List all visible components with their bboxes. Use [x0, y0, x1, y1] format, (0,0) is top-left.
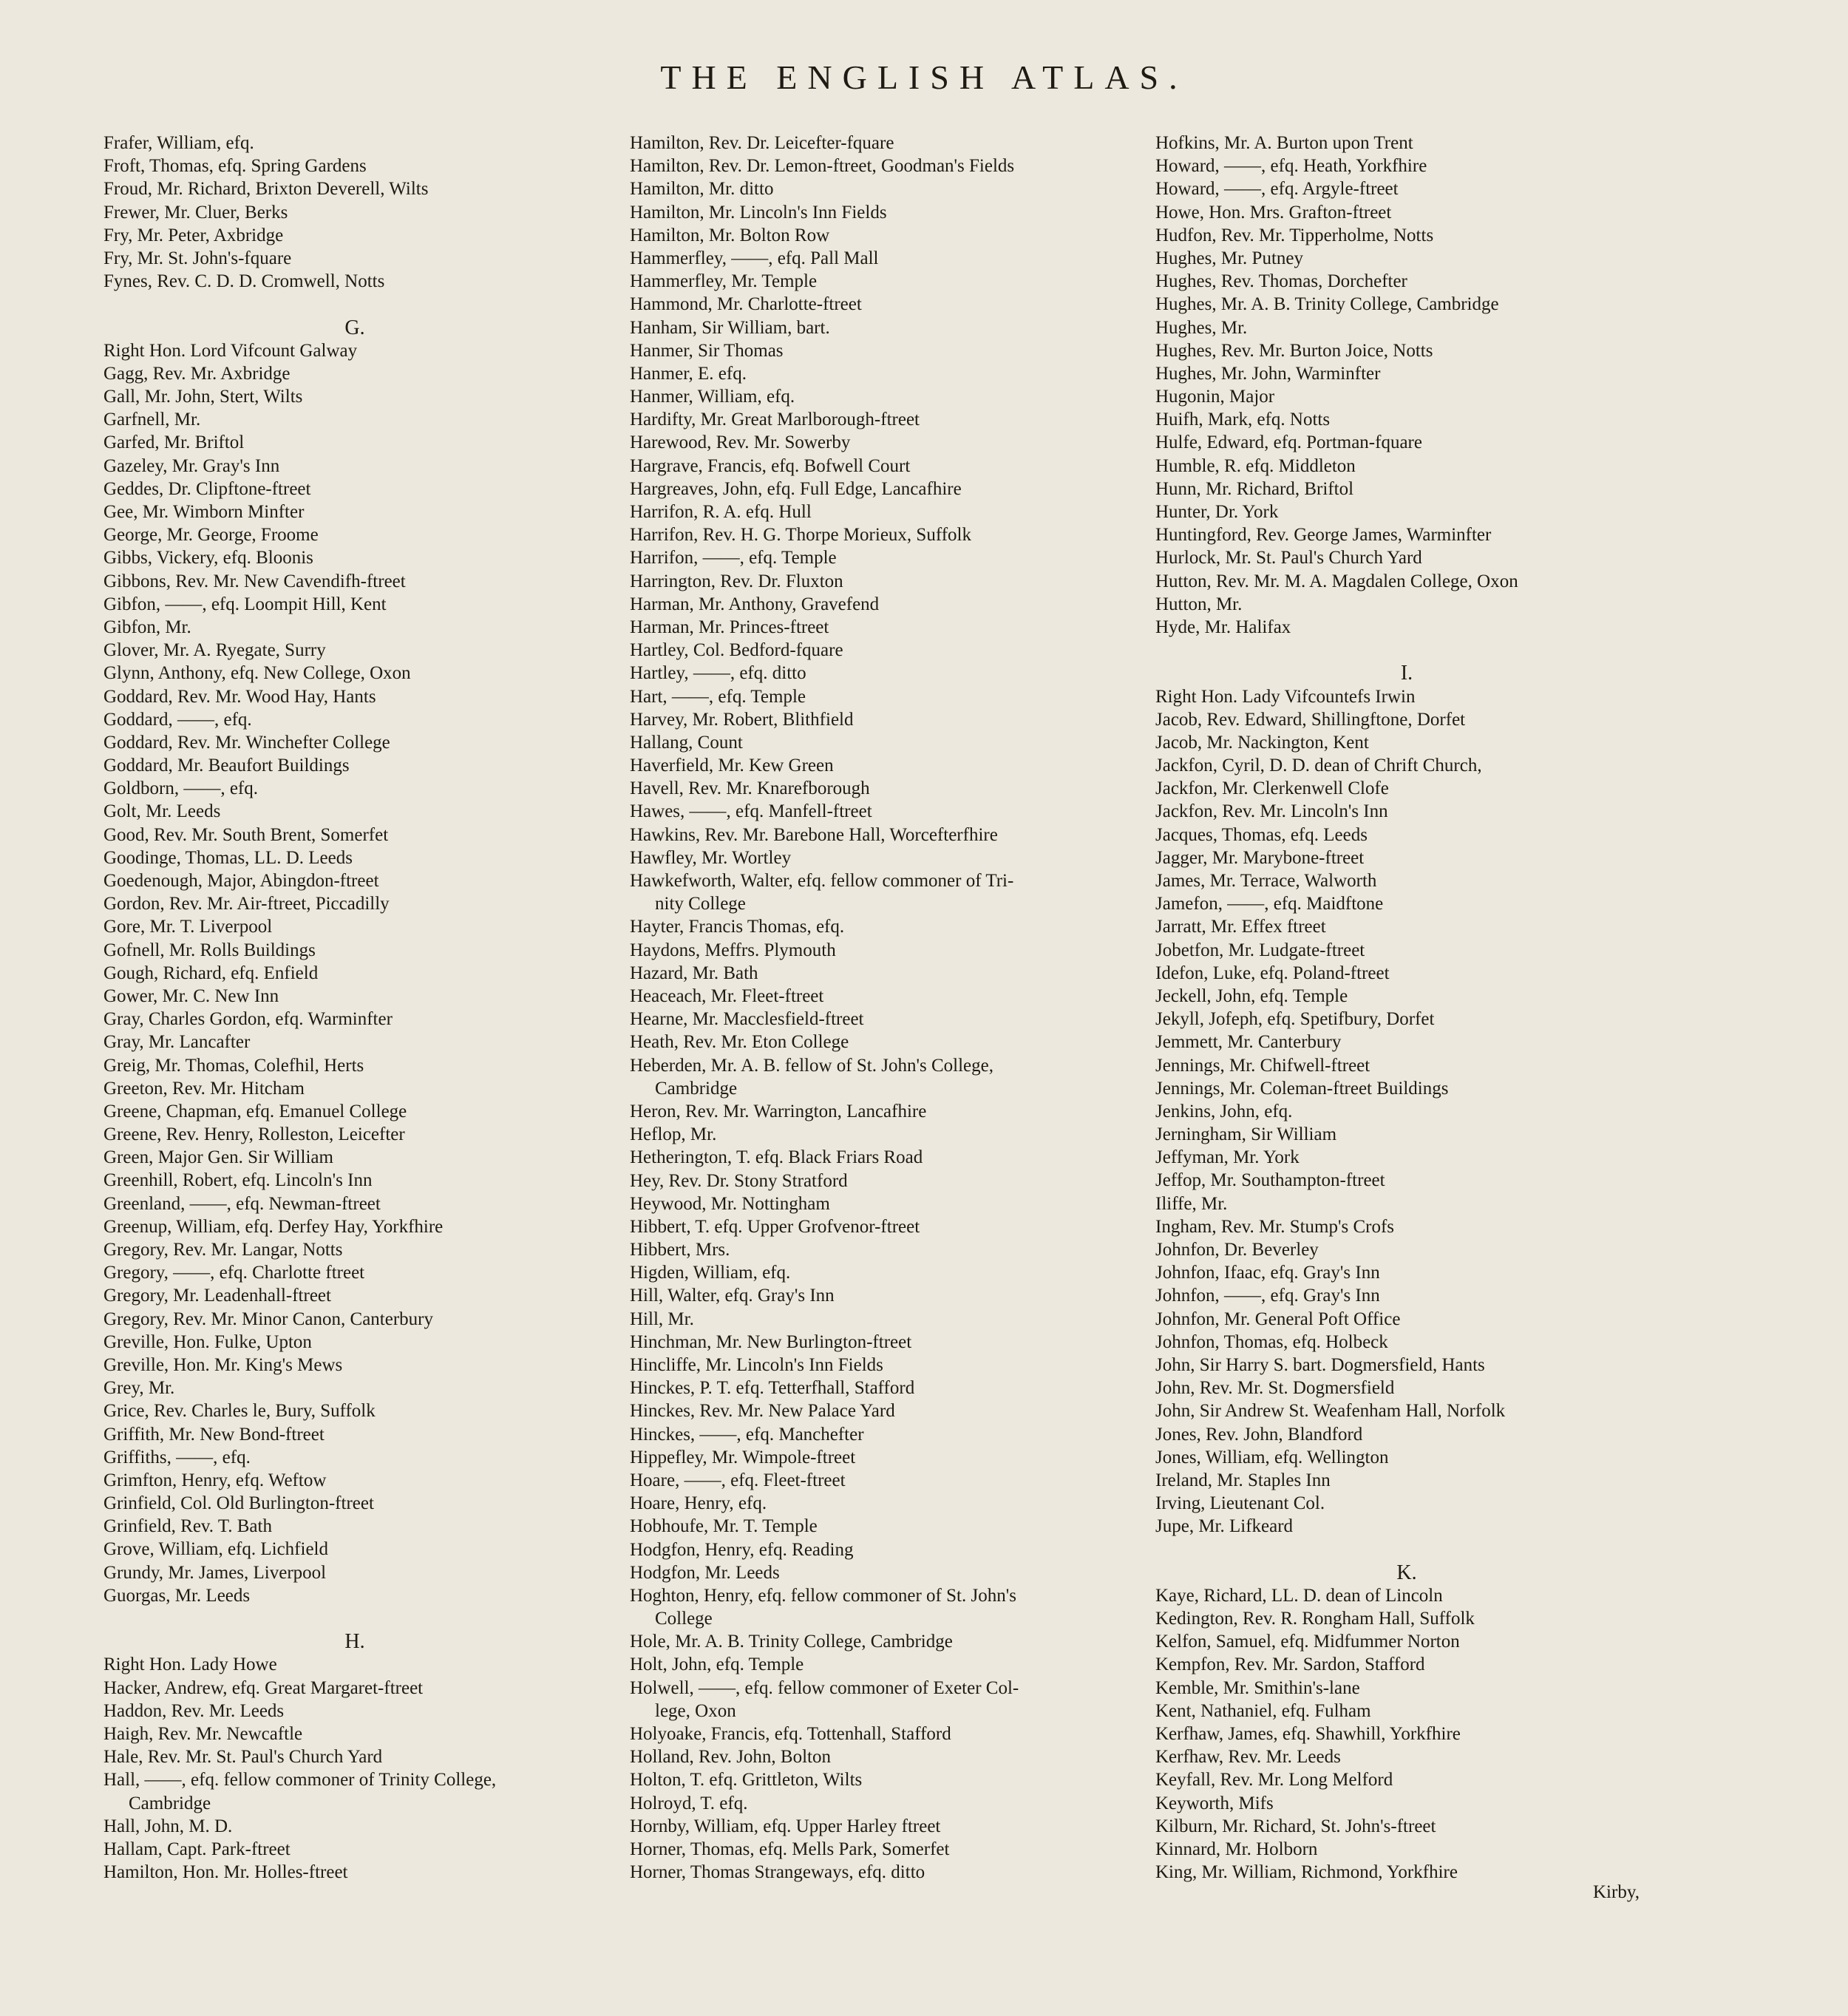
subscriber-entry: Heron, Rev. Mr. Warrington, Lancafhire: [630, 1101, 927, 1121]
subscriber-entry: Idefon, Luke, efq. Poland-ftreet: [1155, 963, 1390, 983]
subscriber-entry: Hippefley, Mr. Wimpole-ftreet: [630, 1447, 856, 1467]
subscriber-entry-continuation: Cambridge: [655, 1078, 738, 1099]
subscriber-entry: Hole, Mr. A. B. Trinity College, Cambridge: [630, 1632, 953, 1652]
section-letter-heading: G.: [344, 316, 365, 339]
subscriber-entry: Grinfield, Col. Old Burlington-ftreet: [103, 1493, 374, 1514]
subscriber-entry: Keyworth, Mifs: [1155, 1793, 1274, 1813]
subscriber-entry: Jones, Rev. John, Blandford: [1155, 1424, 1363, 1445]
subscriber-entry: Hutton, Rev. Mr. M. A. Magdalen College, Oxon: [1155, 571, 1518, 591]
subscriber-entry: Hanmer, William, efq.: [630, 387, 795, 407]
subscriber-entry: Hurlock, Mr. St. Paul's Church Yard: [1155, 548, 1422, 569]
subscriber-entry: Jacob, Mr. Nackington, Kent: [1155, 732, 1369, 753]
subscriber-entry: [630, 869, 1192, 915]
page-title: THE ENGLISH ATLAS.: [660, 58, 1188, 96]
subscriber-entry: Hammerfley, Mr. Temple: [630, 271, 818, 292]
subscriber-entry: Horner, Thomas, efq. Mells Park, Somerfet: [630, 1839, 950, 1859]
subscriber-entry: Hamilton, Mr. ditto: [630, 179, 774, 200]
subscriber-entry: Goedenough, Major, Abingdon-ftreet: [103, 871, 379, 891]
subscriber-entry: Holroyd, T. efq.: [630, 1793, 748, 1813]
subscriber-entry: John, Sir Andrew St. Weafenham Hall, Norfolk: [1155, 1401, 1506, 1422]
subscriber-entry: Froud, Mr. Richard, Brixton Deverell, Wilts: [103, 179, 429, 200]
subscriber-entry: Howard, ——, efq. Heath, Yorkfhire: [1155, 156, 1427, 177]
subscriber-entry: Hunter, Dr. York: [1155, 502, 1279, 522]
subscriber-entry: Hetherington, T. efq. Black Friars Road: [630, 1147, 923, 1168]
subscriber-entry: Right Hon. Lady Vifcountefs Irwin: [1155, 686, 1416, 707]
subscriber-entry: [630, 1054, 1192, 1100]
subscriber-entry: Golt, Mr. Leeds: [103, 801, 221, 822]
subscriber-entry: Horner, Thomas Strangeways, efq. ditto: [630, 1862, 925, 1883]
subscriber-entry: Hanham, Sir William, bart.: [630, 317, 830, 338]
subscriber-entry: Hammond, Mr. Charlotte-ftreet: [630, 294, 862, 315]
subscriber-entry: Green, Major Gen. Sir William: [103, 1147, 333, 1168]
subscriber-entry: Fry, Mr. St. John's-fquare: [103, 248, 292, 268]
subscriber-entry-main: Hall, ——, efq. fellow commoner of Trinity College,: [103, 1770, 497, 1791]
subscriber-entry: Heath, Rev. Mr. Eton College: [630, 1032, 849, 1053]
subscriber-entry: Hodgfon, Mr. Leeds: [630, 1562, 780, 1583]
subscriber-entry: Hargrave, Francis, efq. Bofwell Court: [630, 455, 911, 476]
subscriber-entry: Jacques, Thomas, efq. Leeds: [1155, 824, 1368, 845]
subscriber-entry: Hinckes, ——, efq. Manchefter: [630, 1424, 864, 1445]
subscriber-entry: Gregory, Rev. Mr. Langar, Notts: [103, 1240, 343, 1260]
subscriber-entry: Jekyll, Jofeph, efq. Spetifbury, Dorfet: [1155, 1009, 1435, 1030]
subscriber-entry: Garfed, Mr. Briftol: [103, 432, 245, 453]
subscriber-entry: Greville, Hon. Fulke, Upton: [103, 1331, 312, 1352]
subscriber-entry: Hartley, Col. Bedford-fquare: [630, 640, 843, 661]
subscriber-entry: Kaye, Richard, LL. D. dean of Lincoln: [1155, 1585, 1443, 1606]
subscriber-entry: Johnfon, Mr. General Poft Office: [1155, 1309, 1401, 1329]
subscriber-entry: Hobhoufe, Mr. T. Temple: [630, 1516, 818, 1537]
subscriber-entry: Kempfon, Rev. Mr. Sardon, Stafford: [1155, 1654, 1425, 1675]
subscriber-entry: Gagg, Rev. Mr. Axbridge: [103, 363, 291, 384]
subscriber-entry: Hoare, ——, efq. Fleet-ftreet: [630, 1470, 846, 1490]
subscriber-entry: Hacker, Andrew, efq. Great Margaret-ftreet: [103, 1677, 424, 1698]
subscriber-entry: Good, Rev. Mr. South Brent, Somerfet: [103, 824, 389, 845]
subscriber-entry: Johnfon, Thomas, efq. Holbeck: [1155, 1331, 1388, 1352]
subscriber-entry: Hanmer, Sir Thomas: [630, 340, 784, 361]
subscriber-entry: Heaceach, Mr. Fleet-ftreet: [630, 985, 824, 1006]
section-letter-heading: H.: [344, 1630, 365, 1654]
subscriber-entry: Hughes, Rev. Thomas, Dorchefter: [1155, 271, 1407, 292]
subscriber-entry: Hart, ——, efq. Temple: [630, 686, 806, 707]
subscriber-entry: Greeton, Rev. Mr. Hitcham: [103, 1078, 305, 1099]
subscriber-entry: King, Mr. William, Richmond, Yorkfhire: [1155, 1862, 1458, 1883]
subscriber-entry: Huntingford, Rev. George James, Warminfter: [1155, 525, 1492, 546]
subscriber-entry: George, Mr. George, Froome: [103, 525, 319, 546]
subscriber-entry: Hey, Rev. Dr. Stony Stratford: [630, 1170, 848, 1191]
subscriber-entry-continuation: nity College: [655, 894, 746, 914]
subscriber-entry: Gray, Charles Gordon, efq. Warminfter: [103, 1009, 393, 1030]
subscriber-entry: Grice, Rev. Charles le, Bury, Suffolk: [103, 1401, 376, 1422]
subscriber-entry: Howe, Hon. Mrs. Grafton-ftreet: [1155, 202, 1392, 223]
subscriber-entry: [630, 1584, 1192, 1630]
subscriber-entry-continuation: College: [655, 1609, 713, 1629]
subscriber-entry: Kerfhaw, Rev. Mr. Leeds: [1155, 1747, 1341, 1768]
subscriber-entry: Grundy, Mr. James, Liverpool: [103, 1562, 327, 1583]
subscriber-entry: Gibfon, ——, efq. Loompit Hill, Kent: [103, 594, 387, 614]
subscriber-entry: Johnfon, ——, efq. Gray's Inn: [1155, 1286, 1380, 1306]
subscriber-entry: Kinnard, Mr. Holborn: [1155, 1839, 1318, 1859]
subscriber-entry: [630, 1677, 1192, 1723]
subscriber-entry-continuation: lege, Oxon: [655, 1700, 736, 1721]
subscriber-entry: Ingham, Rev. Mr. Stump's Crofs: [1155, 1216, 1395, 1237]
subscriber-entry: Harrifon, Rev. H. G. Thorpe Morieux, Suffolk: [630, 525, 971, 546]
subscriber-entry: Greenland, ——, efq. Newman-ftreet: [103, 1193, 381, 1214]
subscriber-entry: Jarratt, Mr. Effex ftreet: [1155, 917, 1326, 937]
subscriber-entry: Hinchman, Mr. New Burlington-ftreet: [630, 1331, 912, 1352]
subscriber-entry: Haydons, Meffrs. Plymouth: [630, 940, 836, 960]
subscriber-entry: Geddes, Dr. Clipftone-ftreet: [103, 478, 311, 499]
subscriber-entry: Hutton, Mr.: [1155, 594, 1243, 614]
subscriber-entry: Gore, Mr. T. Liverpool: [103, 917, 273, 937]
subscriber-entry: Hoare, Henry, efq.: [630, 1493, 767, 1514]
subscriber-entry: Hofkins, Mr. A. Burton upon Trent: [1155, 133, 1413, 153]
subscriber-entry: Gibbs, Vickery, efq. Bloonis: [103, 548, 313, 569]
subscriber-entry: Gibbons, Rev. Mr. New Cavendifh-ftreet: [103, 571, 406, 591]
subscriber-entry: Heywood, Mr. Nottingham: [630, 1193, 830, 1214]
subscriber-entry-main: Heberden, Mr. A. B. fellow of St. John's College,: [630, 1055, 993, 1076]
subscriber-entry: Hargreaves, John, efq. Full Edge, Lancafhire: [630, 478, 962, 499]
subscriber-entry-continuation: Cambridge: [129, 1793, 211, 1813]
subscriber-entry: Gregory, ——, efq. Charlotte ftreet: [103, 1263, 365, 1283]
subscriber-entry: Griffith, Mr. New Bond-ftreet: [103, 1424, 325, 1445]
subscriber-entry: Harvey, Mr. Robert, Blithfield: [630, 709, 854, 730]
subscriber-entry: Hugonin, Major: [1155, 387, 1275, 407]
subscriber-entry: Greene, Rev. Henry, Rolleston, Leicefter: [103, 1124, 405, 1145]
subscriber-entry: Harman, Mr. Anthony, Gravefend: [630, 594, 880, 614]
subscriber-entry: Humble, R. efq. Middleton: [1155, 455, 1356, 476]
subscriber-entry: Haddon, Rev. Mr. Leeds: [103, 1700, 285, 1721]
subscriber-entry: Grey, Mr.: [103, 1378, 175, 1399]
subscriber-entry: Gofnell, Mr. Rolls Buildings: [103, 940, 316, 960]
subscriber-entry: Jackfon, Rev. Mr. Lincoln's Inn: [1155, 801, 1388, 822]
subscriber-entry: Griffiths, ——, efq.: [103, 1447, 251, 1467]
subscriber-entry: Greene, Chapman, efq. Emanuel College: [103, 1101, 407, 1121]
column-3: [1155, 132, 1717, 1884]
subscriber-entry: Kemble, Mr. Smithin's-lane: [1155, 1677, 1360, 1698]
subscriber-entry: Right Hon. Lord Vifcount Galway: [103, 340, 358, 361]
subscriber-entry: Jennings, Mr. Coleman-ftreet Buildings: [1155, 1078, 1449, 1099]
subscriber-entry: Hallam, Capt. Park-ftreet: [103, 1839, 291, 1859]
subscriber-entry: Hulfe, Edward, efq. Portman-fquare: [1155, 432, 1422, 453]
subscriber-entry: Greville, Hon. Mr. King's Mews: [103, 1354, 343, 1375]
subscriber-entry: Hughes, Mr. John, Warminfter: [1155, 363, 1381, 384]
subscriber-entry: Hallang, Count: [630, 732, 743, 753]
subscriber-entry: Jamefon, ——, efq. Maidftone: [1155, 894, 1384, 914]
subscriber-entry: Hawfley, Mr. Wortley: [630, 847, 792, 868]
section-letter-heading: I.: [1400, 662, 1413, 685]
subscriber-entry: Froft, Thomas, efq. Spring Gardens: [103, 156, 367, 177]
subscriber-entry: Hornby, William, efq. Upper Harley ftreet: [630, 1816, 941, 1836]
subscriber-entry: Johnfon, Ifaac, efq. Gray's Inn: [1155, 1263, 1380, 1283]
subscriber-entry: Jeffyman, Mr. York: [1155, 1147, 1300, 1168]
subscriber-entry: Hill, Walter, efq. Gray's Inn: [630, 1286, 835, 1306]
subscriber-entry: Gower, Mr. C. New Inn: [103, 985, 279, 1006]
subscriber-entry: Grinfield, Rev. T. Bath: [103, 1516, 272, 1537]
subscriber-entry: Jones, William, efq. Wellington: [1155, 1447, 1389, 1467]
subscriber-entry: Goddard, ——, efq.: [103, 709, 252, 730]
subscriber-entry: Kerfhaw, James, efq. Shawhill, Yorkfhire: [1155, 1723, 1461, 1744]
subscriber-entry: Jacob, Rev. Edward, Shillingftone, Dorfet: [1155, 709, 1466, 730]
subscriber-entry: Gray, Mr. Lancafter: [103, 1032, 251, 1053]
subscriber-entry: Fynes, Rev. C. D. D. Cromwell, Notts: [103, 271, 385, 292]
subscriber-entry: Jeffop, Mr. Southampton-ftreet: [1155, 1170, 1385, 1191]
subscriber-entry: Hamilton, Rev. Dr. Lemon-ftreet, Goodman's Fields: [630, 156, 1015, 177]
subscriber-entry: Hamilton, Mr. Bolton Row: [630, 225, 830, 245]
subscriber-entry: Jackfon, Mr. Clerkenwell Clofe: [1155, 778, 1389, 799]
subscriber-entry: Hardifty, Mr. Great Marlborough-ftreet: [630, 410, 920, 430]
subscriber-entry: Hammerfley, ——, efq. Pall Mall: [630, 248, 879, 268]
subscriber-entry: John, Rev. Mr. St. Dogmersfield: [1155, 1378, 1395, 1399]
subscriber-entry: Hughes, Mr. Putney: [1155, 248, 1303, 268]
subscriber-entry: Howard, ——, efq. Argyle-ftreet: [1155, 179, 1399, 200]
catchword: Kirby,: [1593, 1882, 1640, 1902]
subscriber-entry: Glynn, Anthony, efq. New College, Oxon: [103, 663, 411, 684]
subscriber-entry: Harrifon, R. A. efq. Hull: [630, 502, 812, 522]
subscriber-entry: Kelfon, Samuel, efq. Midfummer Norton: [1155, 1632, 1460, 1652]
subscriber-entry: Hinckes, P. T. efq. Tetterfhall, Stafford: [630, 1378, 915, 1399]
subscriber-entry: Hanmer, E. efq.: [630, 363, 747, 384]
subscriber-entry: Greig, Mr. Thomas, Colefhil, Herts: [103, 1055, 364, 1076]
column-2: [630, 132, 1192, 1884]
subscriber-entry: [103, 1768, 665, 1814]
subscriber-entry: Gregory, Rev. Mr. Minor Canon, Canterbury: [103, 1309, 433, 1329]
subscriber-entry: Fry, Mr. Peter, Axbridge: [103, 225, 284, 245]
subscriber-entry: Kedington, Rev. R. Rongham Hall, Suffolk: [1155, 1609, 1475, 1629]
subscriber-entry: Hale, Rev. Mr. St. Paul's Church Yard: [103, 1747, 383, 1768]
subscriber-entry: Hazard, Mr. Bath: [630, 963, 758, 983]
subscriber-entry: Holton, T. efq. Grittleton, Wilts: [630, 1770, 863, 1791]
subscriber-entry: Kent, Nathaniel, efq. Fulham: [1155, 1700, 1371, 1721]
subscriber-entry: Hamilton, Hon. Mr. Holles-ftreet: [103, 1862, 348, 1883]
subscriber-entry: Goddard, Rev. Mr. Wood Hay, Hants: [103, 686, 376, 707]
subscriber-entry: Hawkins, Rev. Mr. Barebone Hall, Worcefterfhire: [630, 824, 998, 845]
subscriber-entry: Jobetfon, Mr. Ludgate-ftreet: [1155, 940, 1365, 960]
subscriber-entry: Hill, Mr.: [630, 1309, 694, 1329]
subscriber-entry: Jerningham, Sir William: [1155, 1124, 1337, 1145]
subscriber-entry: Hunn, Mr. Richard, Briftol: [1155, 478, 1354, 499]
subscriber-entry: Haverfield, Mr. Kew Green: [630, 756, 834, 776]
subscriber-entry: Jemmett, Mr. Canterbury: [1155, 1032, 1342, 1053]
subscriber-entry: Jupe, Mr. Lifkeard: [1155, 1516, 1294, 1537]
subscriber-entry: Gazeley, Mr. Gray's Inn: [103, 455, 280, 476]
subscriber-entry: Goddard, Rev. Mr. Winchefter College: [103, 732, 390, 753]
subscriber-entry: Harman, Mr. Princes-ftreet: [630, 617, 829, 637]
subscriber-entry: Huifh, Mark, efq. Notts: [1155, 410, 1331, 430]
subscriber-entry: Higden, William, efq.: [630, 1263, 791, 1283]
subscriber-entry: Grimfton, Henry, efq. Weftow: [103, 1470, 327, 1490]
subscriber-entry: Hamilton, Mr. Lincoln's Inn Fields: [630, 202, 887, 223]
subscriber-entry: Goldborn, ——, efq.: [103, 778, 258, 799]
subscriber-entry: Harewood, Rev. Mr. Sowerby: [630, 432, 851, 453]
subscriber-entry: Garfnell, Mr.: [103, 410, 201, 430]
subscriber-entry: Hughes, Mr.: [1155, 317, 1248, 338]
subscriber-entry: Irving, Lieutenant Col.: [1155, 1493, 1325, 1514]
column-1: [103, 132, 665, 1884]
subscriber-entry: Frewer, Mr. Cluer, Berks: [103, 202, 288, 223]
subscriber-entry-main: Hawkefworth, Walter, efq. fellow commoner of Tri-: [630, 871, 1014, 891]
subscriber-entry: Hyde, Mr. Halifax: [1155, 617, 1291, 637]
subscriber-entry: Frafer, William, efq.: [103, 133, 254, 153]
subscriber-entry: Keyfall, Rev. Mr. Long Melford: [1155, 1770, 1393, 1791]
subscriber-entry: Hibbert, T. efq. Upper Grofvenor-ftreet: [630, 1216, 920, 1237]
subscriber-entry: Hughes, Rev. Mr. Burton Joice, Notts: [1155, 340, 1433, 361]
subscriber-entry: Grove, William, efq. Lichfield: [103, 1539, 328, 1560]
subscriber-entry: Glover, Mr. A. Ryegate, Surry: [103, 640, 326, 661]
subscriber-entry: Gordon, Rev. Mr. Air-ftreet, Piccadilly: [103, 894, 390, 914]
subscriber-entry: Goodinge, Thomas, LL. D. Leeds: [103, 847, 353, 868]
subscriber-entry: Greenup, William, efq. Derfey Hay, Yorkfhire: [103, 1216, 444, 1237]
subscriber-entry: Gee, Mr. Wimborn Minfter: [103, 502, 305, 522]
subscriber-entry: Gough, Richard, efq. Enfield: [103, 963, 319, 983]
subscriber-entry: Hughes, Mr. A. B. Trinity College, Cambridge: [1155, 294, 1499, 315]
subscriber-entry: Right Hon. Lady Howe: [103, 1654, 277, 1675]
subscriber-entry: Jackfon, Cyril, D. D. dean of Chrift Church,: [1155, 756, 1482, 776]
subscriber-entry: Harrington, Rev. Dr. Fluxton: [630, 571, 843, 591]
subscriber-entry: Ireland, Mr. Staples Inn: [1155, 1470, 1331, 1490]
subscriber-entry: Gregory, Mr. Leadenhall-ftreet: [103, 1286, 331, 1306]
subscriber-entry: Johnfon, Dr. Beverley: [1155, 1240, 1319, 1260]
subscriber-entry: Jennings, Mr. Chifwell-ftreet: [1155, 1055, 1370, 1076]
subscriber-entry: Goddard, Mr. Beaufort Buildings: [103, 756, 350, 776]
subscriber-entry: Kilburn, Mr. Richard, St. John's-ftreet: [1155, 1816, 1436, 1836]
subscriber-entry: Heflop, Mr.: [630, 1124, 717, 1145]
subscriber-entry: Hudfon, Rev. Mr. Tipperholme, Notts: [1155, 225, 1434, 245]
subscriber-entry: Hinckes, Rev. Mr. New Palace Yard: [630, 1401, 895, 1422]
subscriber-entry: Guorgas, Mr. Leeds: [103, 1585, 251, 1606]
subscriber-entry: James, Mr. Terrace, Walworth: [1155, 871, 1377, 891]
subscriber-entry: Holt, John, efq. Temple: [630, 1654, 804, 1675]
subscriber-entry: Hibbert, Mrs.: [630, 1240, 730, 1260]
subscriber-entry: Hamilton, Rev. Dr. Leicefter-fquare: [630, 133, 894, 153]
subscriber-entry: Gibfon, Mr.: [103, 617, 191, 637]
subscriber-entry: Hawes, ——, efq. Manfell-ftreet: [630, 801, 872, 822]
subscriber-entry: Iliffe, Mr.: [1155, 1193, 1228, 1214]
subscriber-entry: Havell, Rev. Mr. Knarefborough: [630, 778, 870, 799]
subscriber-entry: Holyoake, Francis, efq. Tottenhall, Stafford: [630, 1724, 951, 1745]
subscriber-entry: Holland, Rev. John, Bolton: [630, 1747, 831, 1768]
subscriber-entry: Hearne, Mr. Macclesfield-ftreet: [630, 1009, 864, 1030]
subscriber-entry: Hodgfon, Henry, efq. Reading: [630, 1539, 854, 1560]
subscriber-entry: Jagger, Mr. Marybone-ftreet: [1155, 847, 1365, 868]
subscriber-entry: Hartley, ——, efq. ditto: [630, 663, 806, 684]
subscriber-entry: Hayter, Francis Thomas, efq.: [630, 917, 845, 937]
subscriber-entry: Harrifon, ——, efq. Temple: [630, 548, 837, 569]
subscriber-entry: Greenhill, Robert, efq. Lincoln's Inn: [103, 1170, 373, 1191]
subscriber-entry: John, Sir Harry S. bart. Dogmersfield, Hants: [1155, 1354, 1485, 1375]
subscriber-entry: Gall, Mr. John, Stert, Wilts: [103, 387, 303, 407]
subscriber-entry: Jenkins, John, efq.: [1155, 1101, 1293, 1121]
section-letter-heading: K.: [1396, 1561, 1417, 1584]
subscriber-entry: Hincliffe, Mr. Lincoln's Inn Fields: [630, 1355, 883, 1375]
subscriber-entry-main: Hoghton, Henry, efq. fellow commoner of St. John's: [630, 1585, 1016, 1606]
subscriber-entry: Haigh, Rev. Mr. Newcaftle: [103, 1723, 303, 1744]
subscriber-entry: Jeckell, John, efq. Temple: [1155, 985, 1348, 1006]
subscriber-entry: Hall, John, M. D.: [103, 1816, 233, 1836]
subscriber-entry-main: Holwell, ——, efq. fellow commoner of Exeter Col-: [630, 1677, 1019, 1698]
